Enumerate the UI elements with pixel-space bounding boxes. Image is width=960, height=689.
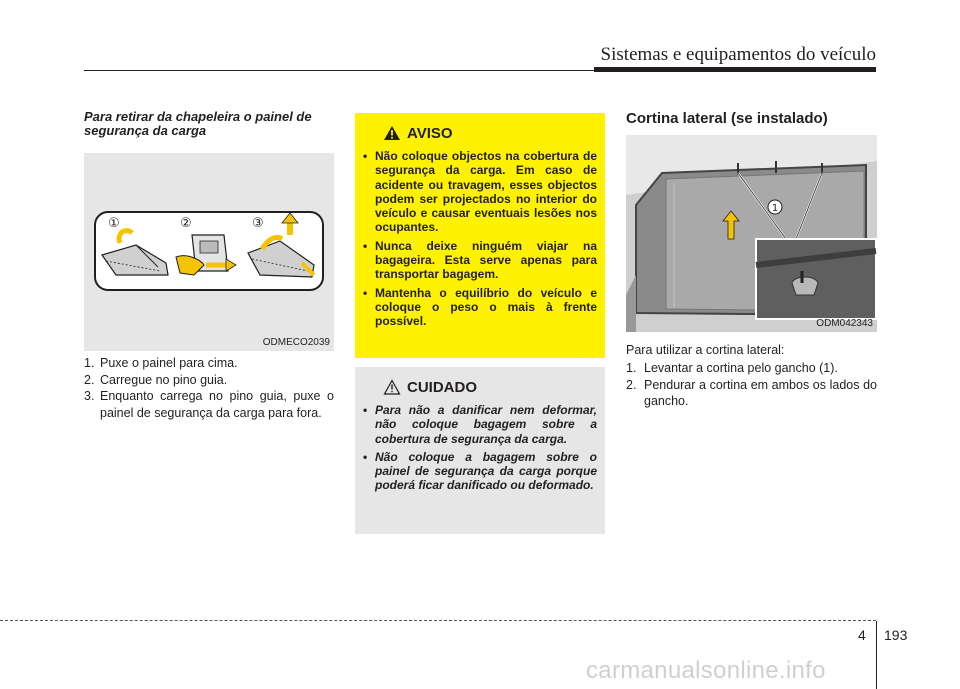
warning-triangle-icon <box>383 125 401 141</box>
figure-code: ODM042343 <box>816 318 873 329</box>
step-text: Enquanto carrega no pino guia, puxe o painel de segurança da carga para fora. <box>100 389 334 420</box>
caution-triangle-icon <box>383 379 401 395</box>
step-number: 2. <box>84 372 95 387</box>
side-curtain-drawing <box>626 135 877 332</box>
section-title: Sistemas e equipamentos do veículo <box>600 44 876 65</box>
cargo-panel-drawing <box>96 213 321 288</box>
list-item <box>84 388 334 421</box>
bullet: • <box>363 149 368 163</box>
caution-header <box>383 375 597 399</box>
caution-text: Não coloque a bagagem sobre o painel de segurança da carga porque poderá ficar danificado ou deformado. <box>375 449 597 493</box>
footer-divider <box>876 621 877 689</box>
cargo-panel-figure <box>84 153 334 351</box>
callout-label: 1 <box>771 203 779 214</box>
bullet: • <box>363 403 368 417</box>
step-number: 3. <box>84 389 95 403</box>
side-curtain-figure <box>626 135 877 332</box>
step-text: Puxe o painel para cima. <box>100 356 238 370</box>
header-bar <box>594 67 876 72</box>
step-2-label: ② <box>180 216 192 231</box>
footer-rule <box>0 620 876 621</box>
warning-text: Mantenha o equilíbrio do veículo e coloque o peso o mais à frente possível. <box>375 285 597 329</box>
warning-text: Não coloque objectos na cobertura de segurança da carga. Em caso de acidente ou travagem, esses objectos podem ser projectados no interior do veículo e causar eventuais lesões nos ocupantes. <box>375 149 597 235</box>
caution-title: CUIDADO <box>407 378 477 396</box>
step-number: 2. <box>626 377 637 392</box>
curtain-intro: Para utilizar a cortina lateral: <box>626 343 785 357</box>
removal-steps <box>84 355 334 421</box>
list-item <box>626 360 877 377</box>
step-1-label: ① <box>108 216 120 231</box>
watermark: carmanualsonline.info <box>586 657 826 684</box>
warning-text: Nunca deixe ninguém viajar na bagageira. Esta serve apenas para transportar bagagem. <box>375 238 597 282</box>
step-3-label: ③ <box>252 216 264 231</box>
curtain-steps <box>626 360 877 410</box>
page-number: 193 <box>884 627 908 643</box>
chapter-number: 4 <box>858 627 866 643</box>
section-heading: Cortina lateral (se instalado) <box>626 110 828 127</box>
warning-title: AVISO <box>407 124 453 142</box>
figure-code: ODMECO2039 <box>262 337 330 348</box>
step-text: Pendurar a cortina em ambos os lados do gancho. <box>644 377 877 408</box>
step-text: Carregue no pino guia. <box>100 372 228 387</box>
cargo-panel-illustration <box>94 211 324 291</box>
list-item <box>363 286 597 329</box>
bullet: • <box>363 449 368 464</box>
step-number: 1. <box>626 361 637 375</box>
list-item <box>84 355 334 372</box>
step-number: 1. <box>84 356 95 370</box>
list-item <box>626 377 877 410</box>
list-item <box>363 450 597 493</box>
list-item <box>84 372 334 389</box>
caution-list <box>363 403 597 493</box>
warning-header <box>383 121 597 145</box>
warning-list <box>363 149 597 329</box>
caution-box <box>355 367 605 534</box>
procedure-subheading: Para retirar da chapeleira o painel de segurança da carga <box>84 109 312 138</box>
bullet: • <box>363 238 368 253</box>
list-item <box>363 239 597 282</box>
header-rule <box>84 70 594 71</box>
step-text: Levantar a cortina pelo gancho (1). <box>644 361 838 375</box>
caution-text: Para não a danificar nem deformar, não coloque bagagem sobre a cobertura de segurança da carga. <box>375 403 597 446</box>
bullet: • <box>363 285 368 300</box>
warning-box <box>355 113 605 358</box>
list-item <box>363 403 597 446</box>
list-item <box>363 149 597 235</box>
